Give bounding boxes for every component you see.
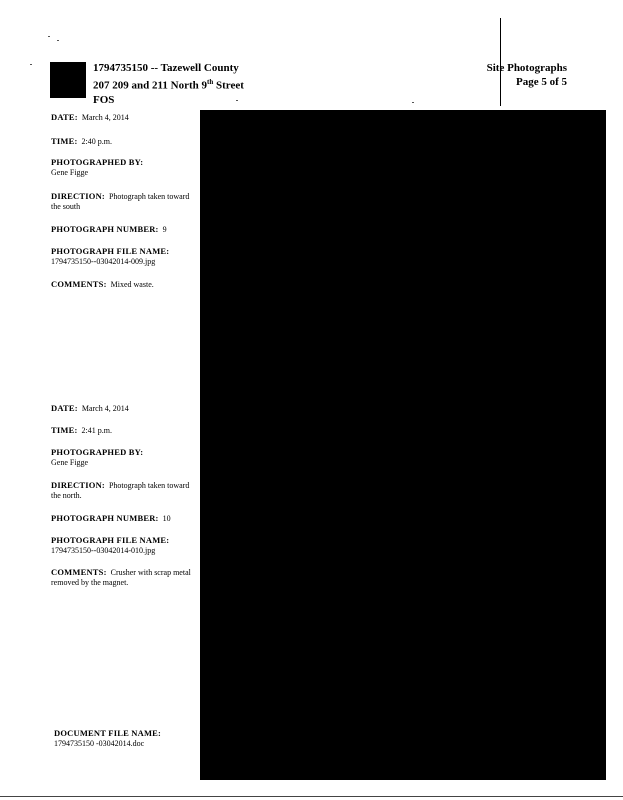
photo-9-time <box>51 136 197 147</box>
photo-10-photographer <box>51 447 197 468</box>
number-label: PHOTOGRAPH NUMBER: <box>51 224 159 234</box>
agency-logo <box>50 62 86 98</box>
number-label: PHOTOGRAPH NUMBER: <box>51 513 159 523</box>
comments-value: Mixed waste. <box>110 280 154 289</box>
date-value: March 4, 2014 <box>81 113 129 122</box>
direction-label: DIRECTION: <box>51 191 105 201</box>
photo-9-date <box>51 112 197 123</box>
photo-9-number <box>51 224 197 235</box>
photo-9-photographer <box>51 157 197 178</box>
photo-10-direction <box>51 480 197 501</box>
number-value: 9 <box>162 225 167 234</box>
photograph-area <box>200 110 606 780</box>
site-type: FOS <box>93 93 115 106</box>
photographer-value: Gene Figge <box>51 458 89 467</box>
time-label: TIME: <box>51 136 78 146</box>
date-value: March 4, 2014 <box>81 404 129 413</box>
address-street: Street <box>213 79 244 92</box>
photographer-label: PHOTOGRAPHED BY: <box>51 447 144 457</box>
page-edge-line <box>0 796 623 797</box>
scan-speck <box>412 102 414 103</box>
photo-9-file <box>51 246 197 267</box>
date-label: DATE: <box>51 112 78 122</box>
document-label: DOCUMENT FILE NAME: <box>54 728 162 738</box>
scan-speck <box>236 100 238 101</box>
photo-10-file <box>51 535 197 556</box>
comments-label: COMMENTS: <box>51 279 107 289</box>
site-id-title: 1794735150 -- Tazewell County <box>93 62 239 74</box>
time-value: 2:41 p.m. <box>81 426 112 435</box>
scan-speck <box>30 64 32 65</box>
file-label: PHOTOGRAPH FILE NAME: <box>51 535 170 545</box>
page-number: Page 5 of 5 <box>515 76 567 88</box>
address-text: 207 209 and 211 North 9 <box>93 79 207 92</box>
section-header <box>487 61 567 89</box>
time-value: 2:40 p.m. <box>81 137 112 146</box>
direction-label: DIRECTION: <box>51 480 105 490</box>
document-file-name <box>54 728 200 749</box>
document-header <box>93 61 244 107</box>
file-value: 1794735150--03042014-010.jpg <box>51 546 156 555</box>
photo-10-date <box>51 403 197 414</box>
time-label: TIME: <box>51 425 78 435</box>
date-label: DATE: <box>51 403 78 413</box>
document-value: 1794735150 -03042014.doc <box>54 739 145 748</box>
number-value: 10 <box>162 514 171 523</box>
comments-value: Crusher with scrap metal removed by the magnet. <box>51 568 191 587</box>
photo-10-time <box>51 425 197 436</box>
photo-9-direction <box>51 191 197 212</box>
scan-speck <box>48 36 50 37</box>
file-value: 1794735150--03042014-009.jpg <box>51 257 156 266</box>
direction-value: Photograph taken toward the south <box>51 192 190 211</box>
site-address <box>93 75 244 93</box>
photo-10-number <box>51 513 197 524</box>
address-ordinal: th <box>207 78 214 86</box>
photographer-value: Gene Figge <box>51 168 89 177</box>
direction-value: Photograph taken toward the north. <box>51 481 190 500</box>
photographer-label: PHOTOGRAPHED BY: <box>51 157 144 167</box>
scan-speck <box>57 40 59 41</box>
photo-9-comments <box>51 279 197 290</box>
comments-label: COMMENTS: <box>51 567 107 577</box>
section-title: Site Photographs <box>486 62 567 74</box>
photo-10-comments <box>51 567 197 588</box>
file-label: PHOTOGRAPH FILE NAME: <box>51 246 170 256</box>
